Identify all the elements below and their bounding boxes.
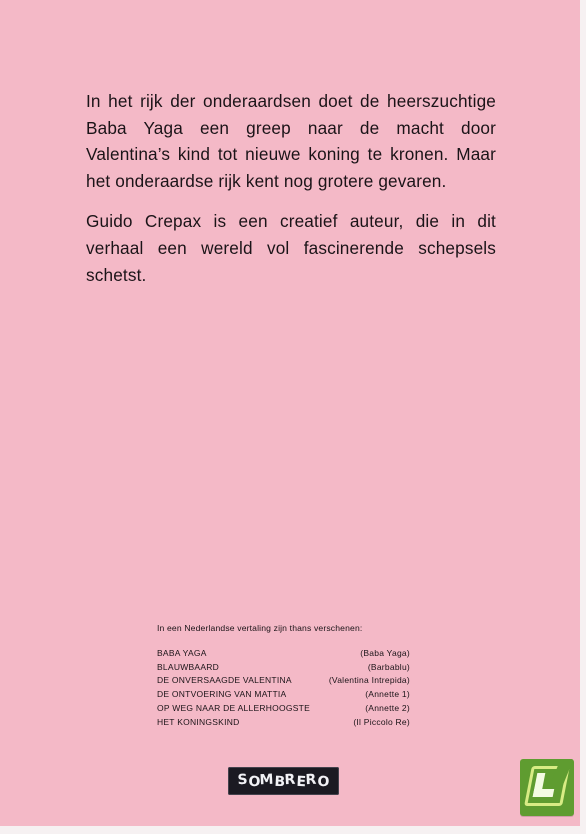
series-original-title: (Annette 1) <box>365 689 410 700</box>
logo-letter: R <box>305 771 318 789</box>
logo-letter: B <box>274 773 287 791</box>
cover-blurb <box>86 88 496 288</box>
series-title: OP WEG NAAR DE ALLERHOOGSTE <box>157 702 311 713</box>
logo-letter: O <box>317 773 330 791</box>
blurb-paragraph-1: In het rijk der onderaardsen doet de heerszuchtige Baba Yaga een greep naar de macht door Valentina’s kind tot nieuwe koning te kronen. Maar het onderaardse rijk kent nog grotere gevaren. <box>86 91 496 191</box>
series-list <box>157 647 410 729</box>
series-original-title: (Valentina Intrepida) <box>328 675 410 686</box>
publisher-logo <box>228 767 339 795</box>
series-original-title: (Il Piccolo Re) <box>353 716 410 727</box>
list-item <box>157 702 410 716</box>
series-title: DE ONTVOERING VAN MATTIA <box>157 689 287 700</box>
logo-letter: M <box>259 771 275 789</box>
list-item <box>157 647 410 661</box>
list-item <box>157 661 410 675</box>
series-original-title: (Barbablu) <box>367 661 410 672</box>
logo-letter: S <box>237 771 249 789</box>
series-title: HET KONINGSKIND <box>157 716 240 727</box>
series-original-title: (Annette 2) <box>365 702 410 713</box>
list-item <box>157 688 410 702</box>
watermark-corner-icon <box>552 759 574 785</box>
logo-letter: O <box>248 773 262 791</box>
series-title: BLAUWBAARD <box>157 661 220 672</box>
blurb-paragraph-2: Guido Crepax is een creatief auteur, die in dit verhaal een wereld vol fascinerende schepsels schetst. <box>86 211 496 285</box>
series-list-title: In een Nederlandse vertaling zijn thans verschenen: <box>157 623 363 633</box>
scan-edge-right <box>580 0 586 834</box>
list-item <box>157 716 410 730</box>
logo-letter: R <box>284 771 297 789</box>
series-original-title: (Baba Yaga) <box>360 648 410 658</box>
logo-letter: E <box>296 773 307 791</box>
scan-edge-bottom <box>0 826 586 834</box>
list-item <box>157 674 410 688</box>
site-watermark-icon <box>520 759 574 816</box>
series-title: DE ONVERSAAGDE VALENTINA <box>157 675 292 686</box>
series-title: BABA YAGA <box>157 648 207 658</box>
